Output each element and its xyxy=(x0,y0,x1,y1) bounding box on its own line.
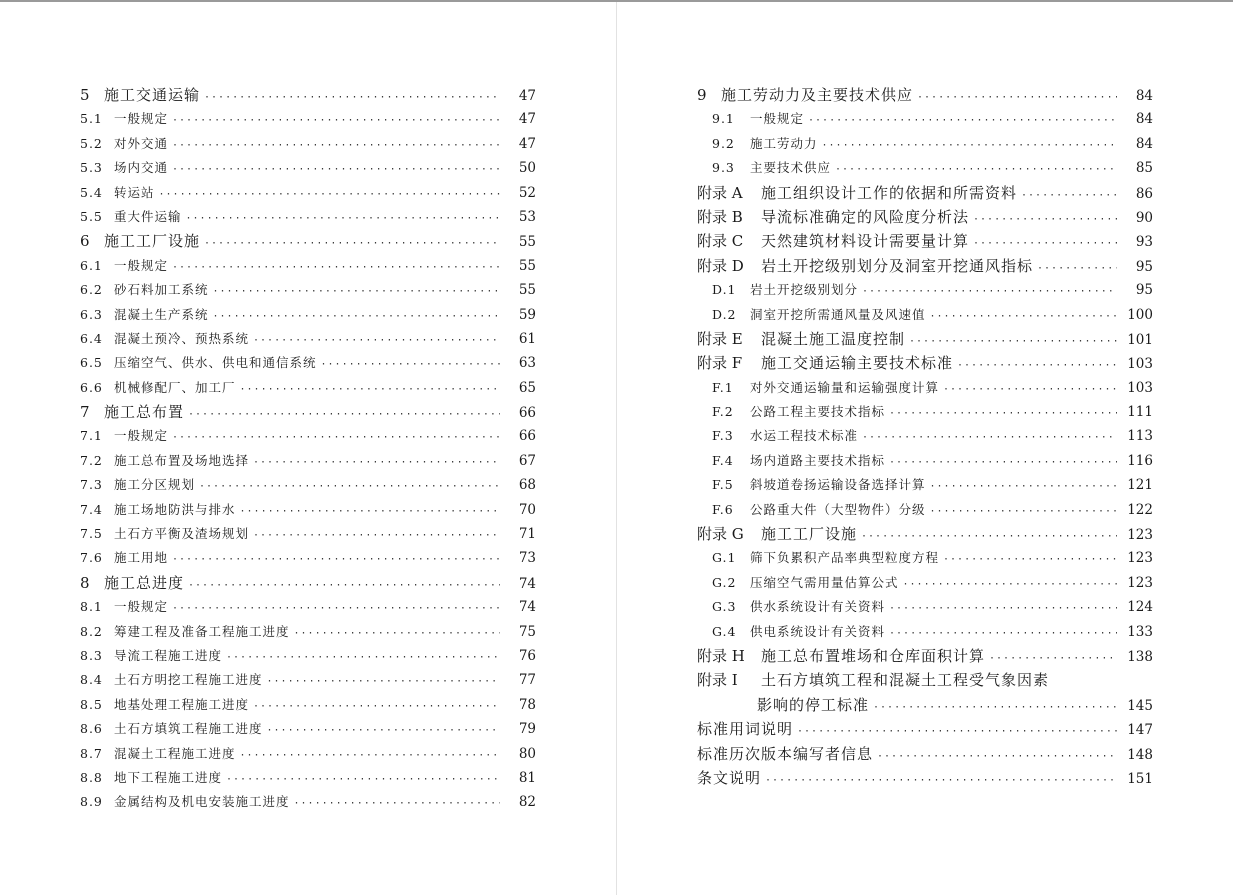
toc-entry-number: 8.1 xyxy=(80,599,103,615)
toc-entry-section[interactable] xyxy=(697,400,1153,424)
toc-entry-backmatter[interactable] xyxy=(697,766,1153,790)
toc-entry-number: 8.2 xyxy=(80,623,103,639)
toc-entry-section[interactable] xyxy=(80,327,536,351)
toc-entry-number: 5.4 xyxy=(80,184,103,200)
toc-entry-title: 一般规定 xyxy=(114,257,169,273)
toc-entry-number: D.2 xyxy=(712,306,737,322)
toc-entry-number: 7 xyxy=(80,403,90,422)
leader-dots xyxy=(186,207,500,231)
leader-dots xyxy=(917,86,1117,110)
toc-entry-title: 混凝土施工温度控制 xyxy=(761,329,906,348)
toc-entry-title: 土石方填筑工程和混凝土工程受气象因素 xyxy=(761,671,1050,690)
toc-entry-section[interactable] xyxy=(80,620,536,644)
leader-dots xyxy=(213,280,500,304)
leader-dots xyxy=(240,378,500,402)
toc-entry-number: 8.4 xyxy=(80,672,103,688)
toc-entry-section[interactable] xyxy=(80,278,536,302)
toc-entry-title: 水运工程技术标准 xyxy=(750,428,859,444)
leader-dots xyxy=(943,548,1117,572)
leader-dots xyxy=(765,769,1117,793)
toc-entry-title: 斜坡道卷扬运输设备选择计算 xyxy=(750,477,926,493)
toc-entry-page-number: 50 xyxy=(518,160,536,177)
toc-entry-title: 施工用地 xyxy=(114,550,169,566)
toc-entry-number: 5.3 xyxy=(80,160,103,176)
leader-dots xyxy=(808,109,1117,133)
toc-entry-section[interactable] xyxy=(697,571,1153,595)
toc-entry-title: 混凝土工程施工进度 xyxy=(114,745,236,761)
leader-dots xyxy=(822,134,1117,158)
toc-entry-page-number: 82 xyxy=(518,794,536,811)
toc-entry-section[interactable] xyxy=(80,668,536,692)
toc-entry-page-number: 74 xyxy=(518,575,536,592)
toc-entry-number: F.5 xyxy=(712,477,734,493)
toc-entry-title: 金属结构及机电安装施工进度 xyxy=(114,794,290,810)
toc-entry-page-number: 74 xyxy=(518,599,536,616)
toc-entry-page-number: 77 xyxy=(518,672,536,689)
toc-entry-section[interactable] xyxy=(80,376,536,400)
toc-entry-page-number: 111 xyxy=(1127,404,1153,421)
leader-dots xyxy=(172,256,500,280)
toc-entry-number: 附录 C xyxy=(697,232,744,251)
toc-entry-page-number: 71 xyxy=(518,526,536,543)
leader-dots xyxy=(240,500,500,524)
toc-entry-section[interactable] xyxy=(80,595,536,619)
toc-entry-number: 7.1 xyxy=(80,428,103,444)
toc-entry-title: 施工总布置 xyxy=(104,403,185,422)
toc-entry-chapter[interactable] xyxy=(80,83,536,107)
toc-entry-section[interactable] xyxy=(697,303,1153,327)
toc-entry-page-number: 73 xyxy=(518,550,536,567)
toc-entry-number: 5.1 xyxy=(80,111,103,127)
left-page-toc xyxy=(80,83,536,815)
leader-dots xyxy=(226,646,500,670)
toc-entry-number: 7.6 xyxy=(80,550,103,566)
toc-entry-page-number: 93 xyxy=(1135,234,1153,251)
toc-entry-number: 附录 I xyxy=(697,671,738,690)
toc-entry-page-number: 103 xyxy=(1127,379,1153,396)
toc-entry-page-number: 100 xyxy=(1127,306,1153,323)
toc-entry-number: 9 xyxy=(697,86,707,104)
toc-entry-title: 公路重大件（大型物件）分级 xyxy=(750,501,926,517)
toc-entry-title-continued: 影响的停工标准 xyxy=(757,695,870,714)
toc-entry-title: 施工交通运输 xyxy=(104,86,201,104)
toc-entry-page-number: 78 xyxy=(518,696,536,713)
toc-entry-number: 附录 B xyxy=(697,207,743,226)
toc-entry-page-number: 75 xyxy=(518,623,536,640)
toc-entry-page-number: 55 xyxy=(518,282,536,299)
toc-entry-number: G.2 xyxy=(712,574,737,590)
toc-entry-page-number: 124 xyxy=(1127,599,1153,616)
toc-entry-number: 5 xyxy=(80,86,90,104)
toc-entry-section[interactable] xyxy=(80,303,536,327)
toc-entry-page-number: 138 xyxy=(1127,648,1153,665)
toc-entry-number: 7.2 xyxy=(80,452,103,468)
leader-dots xyxy=(1037,257,1117,281)
toc-entry-section[interactable] xyxy=(80,717,536,741)
leader-dots xyxy=(873,696,1117,720)
toc-entry-number: 附录 D xyxy=(697,256,744,275)
toc-entry-chapter[interactable] xyxy=(80,229,536,253)
toc-entry-page-number: 66 xyxy=(518,405,536,422)
toc-entry-page-number: 47 xyxy=(518,88,536,104)
toc-entry-page-number: 53 xyxy=(518,208,536,225)
toc-entry-number: 附录 F xyxy=(697,354,743,373)
toc-entry-page-number: 52 xyxy=(518,184,536,201)
toc-entry-backmatter[interactable] xyxy=(697,717,1153,741)
toc-entry-title: 土石方填筑工程施工进度 xyxy=(114,721,263,737)
toc-entry-section[interactable] xyxy=(80,790,536,814)
toc-entry-page-number: 151 xyxy=(1127,770,1153,787)
leader-dots xyxy=(172,426,500,450)
toc-entry-number: 8.6 xyxy=(80,721,103,737)
toc-entry-page-number: 84 xyxy=(1135,111,1153,128)
toc-entry-number: G.1 xyxy=(712,550,737,566)
leader-dots xyxy=(973,208,1117,232)
toc-entry-number: 6.6 xyxy=(80,379,103,395)
toc-entry-title: 混凝土预冷、预热系统 xyxy=(114,330,250,346)
toc-entry-title: 供水系统设计有关资料 xyxy=(750,599,886,615)
page-gutter xyxy=(616,2,617,895)
toc-entry-page-number: 55 xyxy=(518,257,536,274)
toc-entry-number: 6.3 xyxy=(80,306,103,322)
toc-entry-title: 转运站 xyxy=(114,184,155,200)
toc-entry-section[interactable] xyxy=(80,132,536,156)
leader-dots xyxy=(253,329,500,353)
leader-dots xyxy=(862,426,1117,450)
toc-entry-number: 6 xyxy=(80,232,90,251)
toc-entry-section[interactable] xyxy=(697,107,1153,131)
toc-entry-title: 筛下负累积产品率典型粒度方程 xyxy=(750,550,940,566)
toc-entry-title: 施工工厂设施 xyxy=(104,232,201,251)
toc-entry-page-number: 63 xyxy=(518,355,536,372)
leader-dots xyxy=(877,745,1117,769)
leader-dots xyxy=(204,232,500,256)
toc-entry-title: 重大件运输 xyxy=(114,208,182,224)
toc-entry-page-number: 95 xyxy=(1135,258,1153,275)
toc-entry-number: F.1 xyxy=(712,379,734,395)
toc-entry-appendix[interactable] xyxy=(697,181,1153,205)
toc-entry-title: 施工劳动力及主要技术供应 xyxy=(721,86,914,104)
toc-entry-page-number: 145 xyxy=(1127,697,1153,714)
leader-dots xyxy=(889,402,1117,426)
toc-entry-page-number: 121 xyxy=(1127,477,1153,494)
toc-entry-appendix[interactable] xyxy=(697,205,1153,229)
toc-entry-title: 主要技术供应 xyxy=(750,160,832,176)
toc-entry-page-number: 103 xyxy=(1127,356,1153,373)
toc-entry-chapter[interactable] xyxy=(80,571,536,595)
toc-entry-title: 施工分区规划 xyxy=(114,477,196,493)
toc-entry-page-number: 123 xyxy=(1127,527,1153,544)
leader-dots xyxy=(240,744,500,768)
leader-dots xyxy=(172,109,500,133)
leader-dots xyxy=(1021,184,1117,208)
toc-entry-appendix[interactable] xyxy=(697,229,1153,253)
leader-dots xyxy=(188,403,500,427)
toc-entry-title: 混凝土生产系统 xyxy=(114,306,209,322)
toc-entry-appendix[interactable] xyxy=(697,327,1153,351)
toc-entry-title: 施工总进度 xyxy=(104,573,185,592)
toc-entry-title: 施工总布置及场地选择 xyxy=(114,452,250,468)
leader-dots xyxy=(957,354,1117,378)
leader-dots xyxy=(159,183,500,207)
toc-entry-page-number: 116 xyxy=(1127,452,1153,469)
leader-dots xyxy=(835,158,1117,182)
toc-entry-title: 一般规定 xyxy=(114,111,169,127)
leader-dots xyxy=(267,670,500,694)
toc-entry-page-number: 133 xyxy=(1127,623,1153,640)
leader-dots xyxy=(199,475,500,499)
leader-dots xyxy=(188,574,500,598)
toc-entry-page-number: 80 xyxy=(518,745,536,762)
toc-entry-title: 场内交通 xyxy=(114,160,169,176)
toc-entry-page-number: 148 xyxy=(1127,746,1153,763)
toc-entry-section[interactable] xyxy=(80,766,536,790)
toc-entry-number: 7.4 xyxy=(80,501,103,517)
leader-dots xyxy=(903,573,1117,597)
toc-entry-title: 施工工厂设施 xyxy=(761,525,858,544)
toc-entry-number: 8.7 xyxy=(80,745,103,761)
toc-entry-section[interactable] xyxy=(80,693,536,717)
toc-entry-page-number: 47 xyxy=(518,111,536,128)
toc-entry-page-number: 66 xyxy=(518,428,536,445)
toc-entry-page-number: 113 xyxy=(1127,428,1153,445)
toc-entry-number: G.3 xyxy=(712,599,737,615)
toc-entry-section[interactable] xyxy=(697,473,1153,497)
leader-dots xyxy=(930,500,1117,524)
toc-entry-appendix[interactable] xyxy=(697,351,1153,375)
leader-dots xyxy=(226,768,500,792)
toc-entry-chapter[interactable] xyxy=(697,83,1153,107)
toc-entry-page-number: 123 xyxy=(1127,574,1153,591)
toc-entry-page-number: 76 xyxy=(518,647,536,664)
toc-entry-number: 6.2 xyxy=(80,282,103,298)
toc-entry-page-number: 147 xyxy=(1127,722,1153,739)
toc-entry-title: 供电系统设计有关资料 xyxy=(750,623,886,639)
toc-entry-number: 附录 E xyxy=(697,329,743,348)
leader-dots xyxy=(253,524,500,548)
leader-dots xyxy=(204,86,500,110)
toc-entry-number: 6.4 xyxy=(80,330,103,346)
leader-dots xyxy=(172,597,500,621)
toc-entry-section[interactable] xyxy=(80,181,536,205)
toc-entry-title: 天然建筑材料设计需要量计算 xyxy=(761,232,970,251)
toc-entry-section[interactable] xyxy=(697,449,1153,473)
leader-dots xyxy=(172,158,500,182)
leader-dots xyxy=(172,548,500,572)
toc-entry-title: 条文说明 xyxy=(697,768,762,787)
toc-entry-title: 压缩空气需用量估算公式 xyxy=(750,574,899,590)
toc-entry-number: 附录 G xyxy=(697,525,744,544)
toc-entry-appendix[interactable] xyxy=(697,644,1153,668)
toc-entry-title: 洞室开挖所需通风量及风速值 xyxy=(750,306,926,322)
toc-entry-page-number: 79 xyxy=(518,721,536,738)
toc-entry-number: 5.5 xyxy=(80,208,103,224)
toc-entry-title: 标准用词说明 xyxy=(697,720,794,739)
toc-entry-title: 岩土开挖级别划分及洞室开挖通风指标 xyxy=(761,256,1034,275)
toc-entry-appendix[interactable] xyxy=(697,254,1153,278)
toc-entry-section[interactable] xyxy=(80,156,536,180)
toc-entry-section[interactable] xyxy=(697,376,1153,400)
toc-entry-title: 对外交通 xyxy=(114,135,169,151)
toc-entry-page-number: 70 xyxy=(518,501,536,518)
toc-entry-title: 筹建工程及准备工程施工进度 xyxy=(114,623,290,639)
toc-entry-continuation[interactable] xyxy=(697,693,1153,717)
toc-entry-title: 压缩空气、供水、供电和通信系统 xyxy=(114,355,317,371)
toc-entry-page-number: 86 xyxy=(1135,185,1153,202)
toc-entry-page-number: 123 xyxy=(1127,550,1153,567)
toc-entry-number: F.2 xyxy=(712,404,734,420)
leader-dots xyxy=(889,451,1117,475)
toc-entry-title: 砂石料加工系统 xyxy=(114,282,209,298)
toc-entry-title: 导流标准确定的风险度分析法 xyxy=(761,207,970,226)
toc-entry-title: 土石方明挖工程施工进度 xyxy=(114,672,263,688)
leader-dots xyxy=(889,622,1117,646)
toc-entry-number: 8.8 xyxy=(80,769,103,785)
toc-entry-title: 机械修配厂、加工厂 xyxy=(114,379,236,395)
toc-entry-page-number: 81 xyxy=(518,769,536,786)
toc-entry-section[interactable] xyxy=(697,156,1153,180)
toc-entry-number: 7.3 xyxy=(80,477,103,493)
toc-entry-section[interactable] xyxy=(80,498,536,522)
toc-entry-page-number: 84 xyxy=(1135,88,1153,104)
toc-entry-number: G.4 xyxy=(712,623,737,639)
toc-entry-page-number: 85 xyxy=(1135,160,1153,177)
toc-entry-title: 一般规定 xyxy=(750,111,805,127)
toc-entry-page-number: 95 xyxy=(1135,282,1153,299)
toc-entry-number: D.1 xyxy=(712,282,737,298)
toc-entry-section[interactable] xyxy=(80,205,536,229)
toc-entry-page-number: 68 xyxy=(518,477,536,494)
toc-entry-title: 施工总布置堆场和仓库面积计算 xyxy=(761,646,986,665)
leader-dots xyxy=(321,353,500,377)
toc-entry-title: 标准历次版本编写者信息 xyxy=(697,744,874,763)
toc-entry-title: 施工交通运输主要技术标准 xyxy=(761,354,954,373)
toc-entry-page-number: 61 xyxy=(518,330,536,347)
toc-entry-number: F.6 xyxy=(712,501,734,517)
toc-entry-section[interactable] xyxy=(80,742,536,766)
leader-dots xyxy=(253,695,500,719)
toc-entry-title: 施工组织设计工作的依据和所需资料 xyxy=(761,183,1018,202)
toc-entry-title: 岩土开挖级别划分 xyxy=(750,282,859,298)
toc-entry-number: 附录 A xyxy=(697,183,743,202)
toc-entry-number: 8.9 xyxy=(80,794,103,810)
toc-entry-number: 9.1 xyxy=(712,111,735,127)
toc-entry-title: 一般规定 xyxy=(114,599,169,615)
toc-entry-page-number: 67 xyxy=(518,452,536,469)
toc-entry-page-number: 47 xyxy=(518,135,536,152)
toc-entry-section[interactable] xyxy=(80,473,536,497)
toc-entry-number: 5.2 xyxy=(80,135,103,151)
toc-entry-section[interactable] xyxy=(697,546,1153,570)
toc-entry-page-number: 101 xyxy=(1127,331,1153,348)
leader-dots xyxy=(930,475,1117,499)
toc-entry-section[interactable] xyxy=(697,278,1153,302)
toc-entry-section[interactable] xyxy=(80,107,536,131)
toc-entry-section[interactable] xyxy=(697,620,1153,644)
toc-entry-section[interactable] xyxy=(697,595,1153,619)
toc-entry-chapter[interactable] xyxy=(80,400,536,424)
toc-entry-number: 附录 H xyxy=(697,646,745,665)
toc-entry-title: 公路工程主要技术指标 xyxy=(750,404,886,420)
leader-dots xyxy=(889,597,1117,621)
toc-entry-backmatter[interactable] xyxy=(697,742,1153,766)
toc-entry-title: 施工劳动力 xyxy=(750,135,818,151)
toc-entry-section[interactable] xyxy=(80,546,536,570)
leader-dots xyxy=(213,305,500,329)
toc-entry-title: 导流工程施工进度 xyxy=(114,647,223,663)
leader-dots xyxy=(172,134,500,158)
toc-entry-number: 8.5 xyxy=(80,696,103,712)
leader-dots xyxy=(294,792,500,816)
leader-dots xyxy=(862,280,1117,304)
toc-entry-title: 场内道路主要技术指标 xyxy=(750,452,886,468)
toc-entry-number: 9.2 xyxy=(712,135,735,151)
toc-entry-title: 对外交通运输量和运输强度计算 xyxy=(750,379,940,395)
toc-entry-number: F.4 xyxy=(712,452,734,468)
right-page-toc xyxy=(697,83,1153,790)
toc-entry-section[interactable] xyxy=(80,522,536,546)
toc-entry-page-number: 90 xyxy=(1135,209,1153,226)
leader-dots xyxy=(294,622,500,646)
toc-entry-title: 一般规定 xyxy=(114,428,169,444)
toc-entry-title: 土石方平衡及渣场规划 xyxy=(114,526,250,542)
toc-entry-page-number: 65 xyxy=(518,379,536,396)
toc-entry-number: F.3 xyxy=(712,428,734,444)
leader-dots xyxy=(930,305,1117,329)
toc-entry-page-number: 84 xyxy=(1135,135,1153,152)
toc-entry-page-number: 55 xyxy=(518,234,536,251)
toc-entry-section[interactable] xyxy=(80,351,536,375)
toc-entry-section[interactable] xyxy=(697,132,1153,156)
toc-entry-section[interactable] xyxy=(80,424,536,448)
toc-entry-page-number: 59 xyxy=(518,306,536,323)
toc-entry-title: 地基处理工程施工进度 xyxy=(114,696,250,712)
toc-entry-number: 8 xyxy=(80,573,90,592)
toc-entry-page-number: 122 xyxy=(1127,501,1153,518)
leader-dots xyxy=(943,378,1117,402)
toc-entry-section[interactable] xyxy=(80,644,536,668)
toc-entry-number: 9.3 xyxy=(712,160,735,176)
toc-entry-number: 6.5 xyxy=(80,355,103,371)
toc-entry-section[interactable] xyxy=(80,254,536,278)
toc-entry-number: 8.3 xyxy=(80,647,103,663)
toc-entry-number: 7.5 xyxy=(80,526,103,542)
toc-entry-number: 6.1 xyxy=(80,257,103,273)
leader-dots xyxy=(253,451,500,475)
leader-dots xyxy=(267,719,500,743)
toc-entry-section[interactable] xyxy=(697,498,1153,522)
toc-entry-appendix[interactable] xyxy=(697,668,1153,692)
toc-entry-section[interactable] xyxy=(80,449,536,473)
toc-entry-appendix[interactable] xyxy=(697,522,1153,546)
toc-entry-title: 地下工程施工进度 xyxy=(114,769,223,785)
toc-entry-section[interactable] xyxy=(697,424,1153,448)
toc-entry-title: 施工场地防洪与排水 xyxy=(114,501,236,517)
